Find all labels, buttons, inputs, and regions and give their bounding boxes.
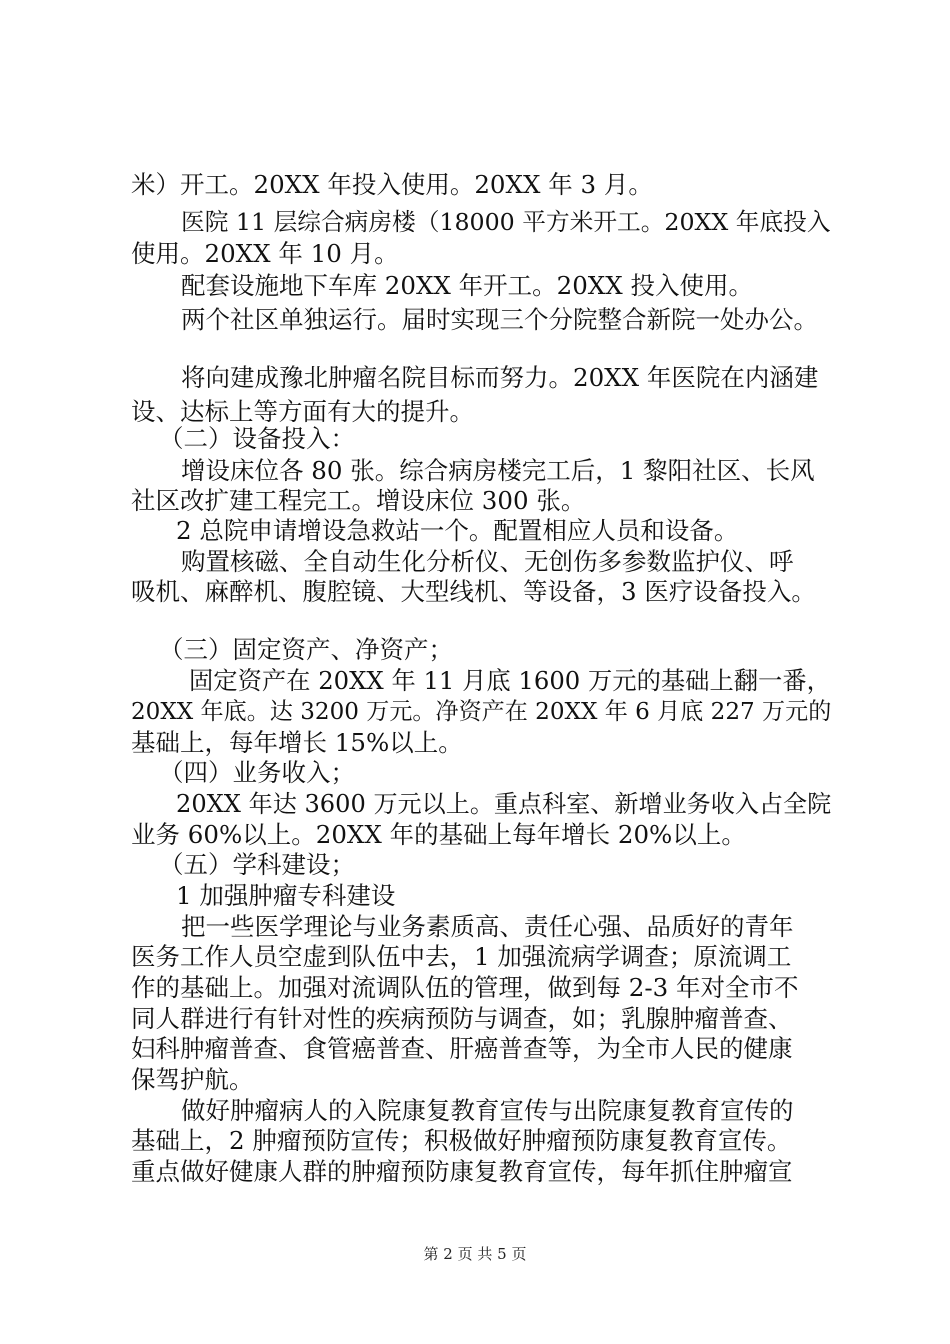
text-line: 吸机、麻醉机、腹腔镜、大型线机、等设备，3 医疗设备投入。 <box>131 577 816 606</box>
section-heading: （三）固定资产、净资产； <box>159 635 453 664</box>
text-line: 两个社区单独运行。届时实现三个分院整合新院一处办公。 <box>181 305 818 334</box>
text-line: 基础上，2 肿瘤预防宣传；积极做好肿瘤预防康复教育宣传。 <box>131 1126 792 1155</box>
text-line: 重点做好健康人群的肿瘤预防康复教育宣传，每年抓住肿瘤宣 <box>131 1157 793 1186</box>
section-heading: （二）设备投入： <box>159 424 355 453</box>
text-line: 购置核磁、全自动生化分析仪、无创伤多参数监护仪、呼 <box>181 547 794 576</box>
text-line: 固定资产在 20XX 年 11 月底 1600 万元的基础上翻一番， <box>189 666 831 695</box>
text-line: 医务工作人员空虚到队伍中去，1 加强流病学调查；原流调工 <box>131 942 792 971</box>
text-line: 使用。20XX 年 10 月。 <box>131 239 399 268</box>
text-line: 配套设施地下车库 20XX 年开工。20XX 投入使用。 <box>181 271 753 300</box>
subsection-heading: 1 加强肿瘤专科建设 <box>176 881 396 910</box>
text-line: 社区改扩建工程完工。增设床位 300 张。 <box>131 486 586 515</box>
text-line: 医院 11 层综合病房楼（18000 平方米开工。20XX 年底投入 <box>181 208 831 236</box>
text-line: 作的基础上。加强对流调队伍的管理，做到每 2-3 年对全市不 <box>131 973 799 1002</box>
text-line: 业务 60%以上。20XX 年的基础上每年增长 20%以上。 <box>131 820 746 849</box>
text-line: 增设床位各 80 张。综合病房楼完工后，1 黎阳社区、长风 <box>181 456 815 485</box>
text-line: 20XX 年底。达 3200 万元。净资产在 20XX 年 6 月底 227 万元的 <box>131 699 832 725</box>
text-line: 妇科肿瘤普查、食管癌普查、肝癌普查等，为全市人民的健康 <box>131 1034 793 1063</box>
text-line: 米）开工。20XX 年投入使用。20XX 年 3 月。 <box>131 170 653 199</box>
text-line: 把一些医学理论与业务素质高、责任心强、品质好的青年 <box>181 912 794 941</box>
text-line: 设、达标上等方面有大的提升。 <box>131 397 474 426</box>
text-line: 2 总院申请增设急救站一个。配置相应人员和设备。 <box>176 516 739 545</box>
text-line: 20XX 年达 3600 万元以上。重点科室、新增业务收入占全院 <box>176 790 832 818</box>
section-heading: （四）业务收入； <box>159 758 355 787</box>
text-line: 做好肿瘤病人的入院康复教育宣传与出院康复教育宣传的 <box>181 1096 794 1125</box>
section-heading: （五）学科建设； <box>159 850 355 879</box>
text-line: 将向建成豫北肿瘤名院目标而努力。20XX 年医院在内涵建 <box>181 363 819 392</box>
page-number: 第 2 页 共 5 页 <box>423 1245 527 1263</box>
text-line: 同人群进行有针对性的疾病预防与调查，如；乳腺肿瘤普查、 <box>131 1004 793 1033</box>
text-line: 保驾护航。 <box>131 1065 254 1094</box>
text-line: 基础上，每年增长 15%以上。 <box>131 728 463 757</box>
